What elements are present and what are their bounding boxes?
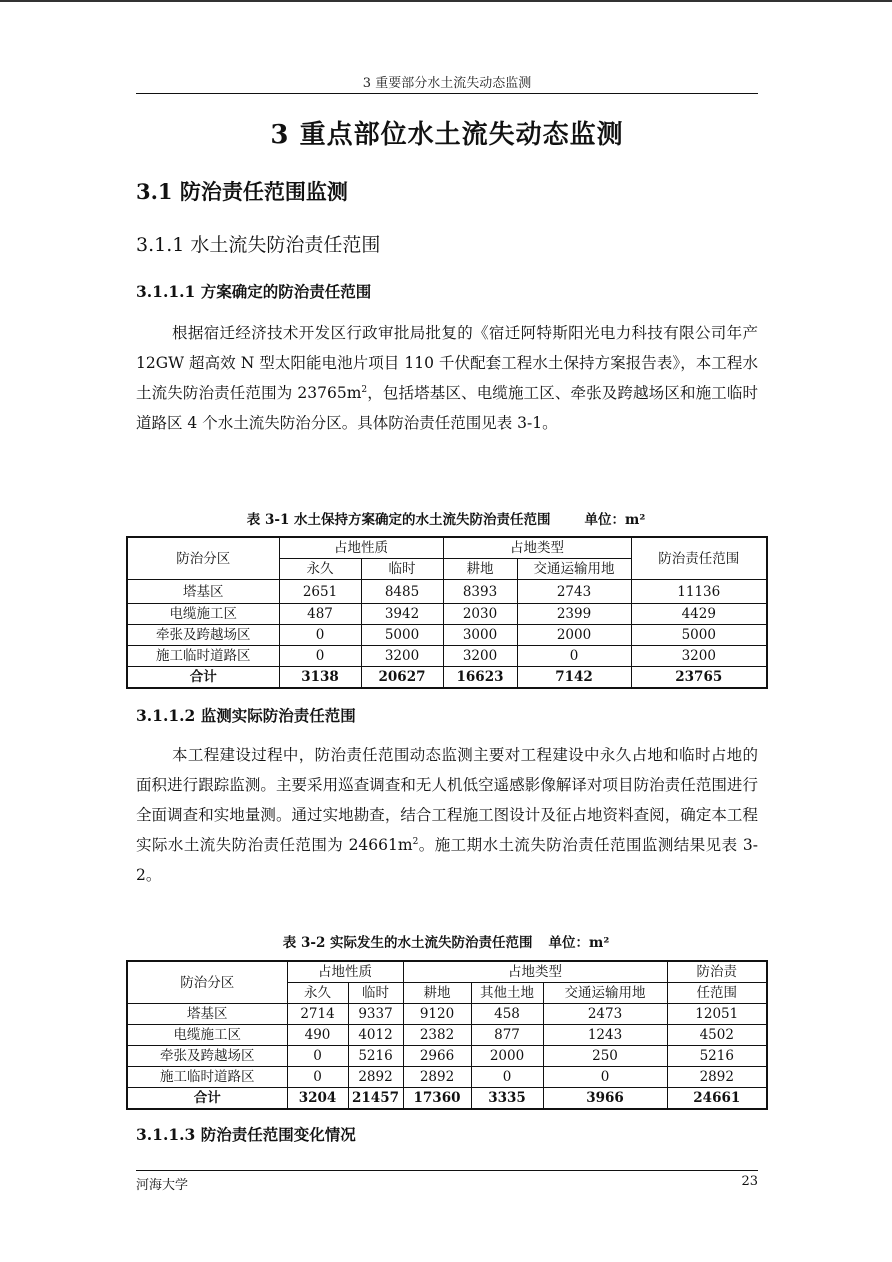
table-cell: 2892 — [348, 1067, 403, 1088]
table-cell: 5000 — [631, 625, 767, 646]
section-heading-3-1-1-2: 3.1.1.2 监测实际防治责任范围 — [136, 706, 356, 725]
table-cell: 施工临时道路区 — [127, 1067, 287, 1088]
table-cell: 5000 — [361, 625, 443, 646]
table-cell: 0 — [287, 1067, 348, 1088]
table-cell: 8485 — [361, 580, 443, 604]
table-cell: 电缆施工区 — [127, 604, 279, 625]
table-cell: 牵张及跨越场区 — [127, 1046, 287, 1067]
table-cell: 3942 — [361, 604, 443, 625]
table-cell: 塔基区 — [127, 1004, 287, 1025]
table-cell: 0 — [287, 1046, 348, 1067]
header-cell: 临时 — [361, 559, 443, 580]
table-cell: 2714 — [287, 1004, 348, 1025]
header-cell: 占地类型 — [403, 961, 667, 983]
header-cell: 防治责 — [667, 961, 767, 983]
paragraph-text: 本工程建设过程中，防治责任范围动态监测主要对工程建设中永久占地和临时占地的面积进行跟踪监测。主要采用巡查调查和无人机低空遥感影像解译对项目防治责任范围进行全面调查和实地量测。通过实地勘查，结合工程施工图设计及征占地资料查阅，确定本工程实际水土流失防治责任范围为 24661m — [136, 746, 758, 854]
table-cell: 牵张及跨越场区 — [127, 625, 279, 646]
paragraph-text: 。施工期水土流失防治责任范围监测结果见表 3-2。 — [136, 836, 758, 884]
caption-title: 表 3-2 实际发生的水土流失防治责任范围 — [282, 935, 533, 951]
table-row — [127, 625, 767, 646]
paragraph-actual-scope — [136, 740, 758, 890]
table-cell: 458 — [471, 1004, 543, 1025]
table-cell: 2382 — [403, 1025, 471, 1046]
table-cell: 487 — [279, 604, 361, 625]
table-cell: 2000 — [517, 625, 631, 646]
table-total-row — [127, 667, 767, 689]
table-cell: 2030 — [443, 604, 517, 625]
table-cell: 490 — [287, 1025, 348, 1046]
table-cell: 电缆施工区 — [127, 1025, 287, 1046]
table-caption-3-2 — [126, 931, 766, 951]
footer-institution: 河海大学 — [136, 1178, 189, 1193]
header-cell: 耕地 — [443, 559, 517, 580]
header-cell: 任范围 — [667, 983, 767, 1004]
table-cell: 12051 — [667, 1004, 767, 1025]
table-cell: 5216 — [348, 1046, 403, 1067]
table-row — [127, 580, 767, 604]
table-cell: 2000 — [471, 1046, 543, 1067]
table-cell: 2892 — [403, 1067, 471, 1088]
table-cell: 9120 — [403, 1004, 471, 1025]
table-cell: 塔基区 — [127, 580, 279, 604]
caption-unit: 单位：m² — [584, 512, 646, 528]
table-header-row — [127, 537, 767, 559]
section-heading-3-1: 3.1 防治责任范围监测 — [136, 179, 348, 204]
table-cell: 3000 — [443, 625, 517, 646]
table-cell: 2743 — [517, 580, 631, 604]
page-number: 23 — [741, 1174, 758, 1189]
caption-unit: 单位：m² — [548, 935, 610, 951]
table-cell: 合计 — [127, 667, 279, 689]
table-row — [127, 1067, 767, 1088]
table-cell: 0 — [471, 1067, 543, 1088]
header-cell: 防治责任范围 — [631, 537, 767, 580]
table-cell: 2473 — [543, 1004, 667, 1025]
section-heading-3-1-1-1: 3.1.1.1 方案确定的防治责任范围 — [136, 282, 372, 301]
table-row — [127, 646, 767, 667]
table-cell: 合计 — [127, 1088, 287, 1110]
table-3-2 — [126, 960, 768, 1110]
table-cell: 16623 — [443, 667, 517, 689]
paragraph-plan-scope — [136, 318, 758, 438]
table-cell: 3138 — [279, 667, 361, 689]
header-cell: 占地类型 — [443, 537, 631, 559]
table-row — [127, 1025, 767, 1046]
table-cell: 21457 — [348, 1088, 403, 1110]
footer-rule — [136, 1170, 758, 1171]
paragraph-text: ，包括塔基区、电缆施工区、牵张及跨越场区和施工临时道路区 4 个水土流失防治分区。具体防治责任范围见表 3-1。 — [136, 384, 758, 432]
running-header: 3 重要部分水土流失动态监测 — [362, 76, 532, 91]
superscript: 2 — [361, 384, 368, 395]
table-row — [127, 1046, 767, 1067]
table-cell: 3200 — [443, 646, 517, 667]
paragraph-text: 根据宿迁经济技术开发区行政审批局批复的《宿迁阿特斯阳光电力科技有限公司年产 12GW 超高效 N 型太阳能电池片项目 110 千伏配套工程水土保持方案报告表》，本工程水土流失防治责任范围为 23765m — [136, 324, 758, 402]
table-row — [127, 1004, 767, 1025]
table-cell: 2399 — [517, 604, 631, 625]
table-cell: 5216 — [667, 1046, 767, 1067]
table-cell: 3966 — [543, 1088, 667, 1110]
header-cell: 防治分区 — [127, 537, 279, 580]
table-cell: 0 — [543, 1067, 667, 1088]
table-cell: 4502 — [667, 1025, 767, 1046]
table-cell: 0 — [517, 646, 631, 667]
table-cell: 0 — [279, 625, 361, 646]
header-cell: 临时 — [348, 983, 403, 1004]
table-cell: 3200 — [631, 646, 767, 667]
table-row — [127, 604, 767, 625]
table-cell: 23765 — [631, 667, 767, 689]
superscript: 2 — [412, 836, 419, 847]
header-cell: 占地性质 — [279, 537, 443, 559]
table-cell: 20627 — [361, 667, 443, 689]
header-cell: 占地性质 — [287, 961, 403, 983]
table-cell: 1243 — [543, 1025, 667, 1046]
header-cell: 交通运输用地 — [543, 983, 667, 1004]
table-cell: 施工临时道路区 — [127, 646, 279, 667]
table-cell: 24661 — [667, 1088, 767, 1110]
table-caption-3-1 — [126, 508, 766, 528]
chapter-title: 3 重点部位水土流失动态监测 — [270, 120, 624, 150]
table-cell: 4429 — [631, 604, 767, 625]
table-cell: 3200 — [361, 646, 443, 667]
table-cell: 877 — [471, 1025, 543, 1046]
caption-title: 表 3-1 水土保持方案确定的水土流失防治责任范围 — [246, 512, 551, 528]
table-cell: 2966 — [403, 1046, 471, 1067]
table-cell: 3204 — [287, 1088, 348, 1110]
header-cell: 永久 — [287, 983, 348, 1004]
header-cell: 防治分区 — [127, 961, 287, 1004]
section-heading-3-1-1: 3.1.1 水土流失防治责任范围 — [136, 234, 381, 256]
table-cell: 2651 — [279, 580, 361, 604]
header-rule — [136, 93, 758, 94]
page-top-edge — [0, 0, 892, 2]
table-total-row — [127, 1088, 767, 1110]
table-cell: 8393 — [443, 580, 517, 604]
table-cell: 9337 — [348, 1004, 403, 1025]
table-header-row — [127, 961, 767, 983]
table-cell: 3335 — [471, 1088, 543, 1110]
header-cell: 交通运输用地 — [517, 559, 631, 580]
section-heading-3-1-1-3: 3.1.1.3 防治责任范围变化情况 — [136, 1125, 356, 1144]
table-cell: 0 — [279, 646, 361, 667]
header-cell: 永久 — [279, 559, 361, 580]
table-cell: 250 — [543, 1046, 667, 1067]
header-cell: 其他土地 — [471, 983, 543, 1004]
table-cell: 4012 — [348, 1025, 403, 1046]
table-3-1 — [126, 536, 768, 689]
table-cell: 11136 — [631, 580, 767, 604]
header-cell: 耕地 — [403, 983, 471, 1004]
table-cell: 7142 — [517, 667, 631, 689]
table-cell: 17360 — [403, 1088, 471, 1110]
table-cell: 2892 — [667, 1067, 767, 1088]
